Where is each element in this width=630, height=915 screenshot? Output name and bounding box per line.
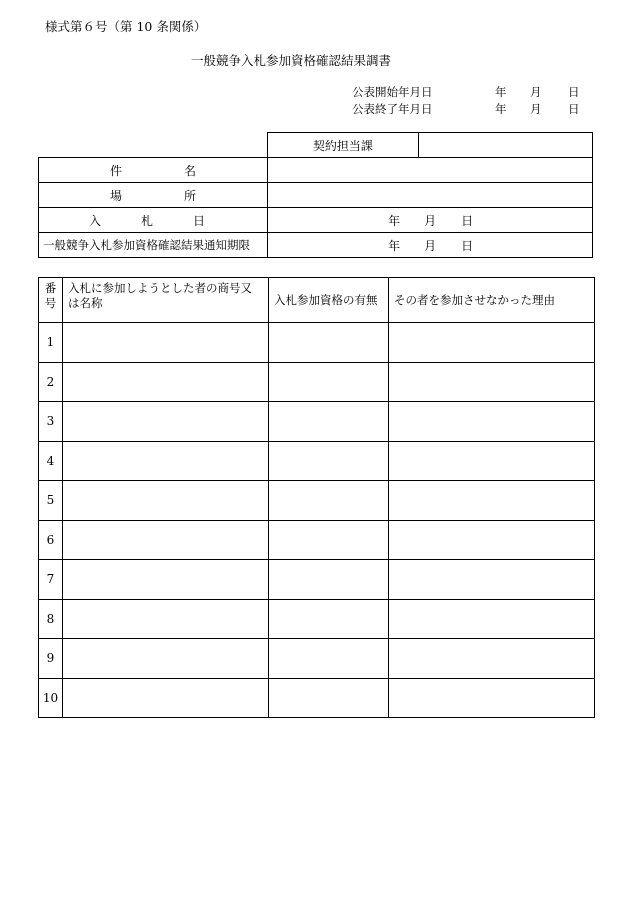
reason-cell[interactable] [389, 323, 595, 363]
bid-date-month: 月 [424, 214, 437, 228]
eligibility-cell[interactable] [269, 678, 389, 718]
reason-cell[interactable] [389, 639, 595, 679]
row-number: 6 [39, 520, 63, 560]
bid-date-value[interactable] [268, 208, 593, 233]
bid-date-label [39, 208, 268, 233]
eligibility-cell[interactable] [269, 362, 389, 402]
eligibility-cell[interactable] [269, 441, 389, 481]
results-table [38, 277, 595, 718]
publication-start-label: 公表開始年月日 [352, 85, 433, 99]
bidder-name-cell[interactable] [63, 560, 269, 600]
header-number [39, 278, 63, 323]
publication-end-day: 日 [568, 102, 580, 116]
bidder-name-cell[interactable] [63, 639, 269, 679]
document-title: 一般競争入札参加資格確認結果調書 [190, 53, 391, 68]
publication-start-month: 月 [530, 85, 542, 99]
bid-date-day: 日 [461, 214, 474, 228]
item-name-label [39, 158, 268, 183]
bid-date-char-3: 日 [193, 213, 206, 228]
place-value[interactable] [268, 183, 593, 208]
table-row [39, 520, 595, 560]
row-number: 9 [39, 639, 63, 679]
item-name-value[interactable] [268, 158, 593, 183]
publication-start-year: 年 [495, 85, 507, 99]
publication-end-month: 月 [530, 102, 542, 116]
eligibility-cell[interactable] [269, 639, 389, 679]
reason-cell[interactable] [389, 678, 595, 718]
reason-cell[interactable] [389, 520, 595, 560]
place-label [39, 183, 268, 208]
bidder-name-cell[interactable] [63, 678, 269, 718]
bidder-name-cell[interactable] [63, 481, 269, 521]
place-label-char-1: 場 [110, 188, 123, 203]
bidder-name-cell[interactable] [63, 520, 269, 560]
row-number: 1 [39, 323, 63, 363]
table-row [39, 481, 595, 521]
publication-end-label: 公表終了年月日 [352, 102, 433, 116]
table-row [39, 402, 595, 442]
bidder-name-cell[interactable] [63, 362, 269, 402]
bid-date-year: 年 [388, 214, 401, 228]
reason-cell[interactable] [389, 402, 595, 442]
header-number-line1: 番 [44, 281, 57, 295]
contract-section-value[interactable] [418, 133, 592, 158]
eligibility-cell[interactable] [269, 560, 389, 600]
header-eligibility: 入札参加資格の有無 [269, 278, 389, 323]
header-reason: その者を参加させなかった理由 [389, 278, 595, 323]
eligibility-cell[interactable] [269, 481, 389, 521]
row-number: 7 [39, 560, 63, 600]
contract-section-label: 契約担当課 [268, 133, 419, 158]
bid-date-char-2: 札 [141, 213, 154, 228]
row-number: 10 [39, 678, 63, 718]
deadline-day: 日 [461, 239, 474, 253]
deadline-month: 月 [424, 239, 437, 253]
info-blank-cell [39, 133, 268, 158]
form-number: 様式第６号（第 10 条関係） [45, 19, 207, 34]
item-label-char-2: 名 [184, 163, 197, 178]
table-row [39, 441, 595, 481]
reason-cell[interactable] [389, 560, 595, 600]
table-row [39, 639, 595, 679]
bidder-name-cell[interactable] [63, 323, 269, 363]
table-row [39, 599, 595, 639]
table-row [39, 678, 595, 718]
eligibility-cell[interactable] [269, 599, 389, 639]
row-number: 8 [39, 599, 63, 639]
publication-end-year: 年 [495, 102, 507, 116]
reason-cell[interactable] [389, 441, 595, 481]
notice-deadline-label: 一般競争入札参加資格確認結果通知期限 [39, 233, 268, 258]
header-number-line2: 号 [44, 296, 57, 310]
eligibility-cell[interactable] [269, 402, 389, 442]
notice-deadline-value[interactable] [268, 233, 593, 258]
row-number: 3 [39, 402, 63, 442]
publication-start-day: 日 [568, 85, 580, 99]
table-row [39, 323, 595, 363]
row-number: 2 [39, 362, 63, 402]
bid-date-char-1: 入 [89, 213, 102, 228]
header-bidder-name: 入札に参加しようとした者の商号又は名称 [63, 278, 269, 323]
eligibility-cell[interactable] [269, 323, 389, 363]
bidder-name-cell[interactable] [63, 599, 269, 639]
deadline-year: 年 [388, 239, 401, 253]
place-label-char-2: 所 [184, 188, 197, 203]
item-label-char-1: 件 [110, 163, 123, 178]
bidder-name-cell[interactable] [63, 402, 269, 442]
row-number: 4 [39, 441, 63, 481]
bidder-name-cell[interactable] [63, 441, 269, 481]
eligibility-cell[interactable] [269, 520, 389, 560]
reason-cell[interactable] [389, 599, 595, 639]
reason-cell[interactable] [389, 481, 595, 521]
table-row [39, 560, 595, 600]
row-number: 5 [39, 481, 63, 521]
info-table [38, 132, 593, 258]
reason-cell[interactable] [389, 362, 595, 402]
table-row [39, 362, 595, 402]
